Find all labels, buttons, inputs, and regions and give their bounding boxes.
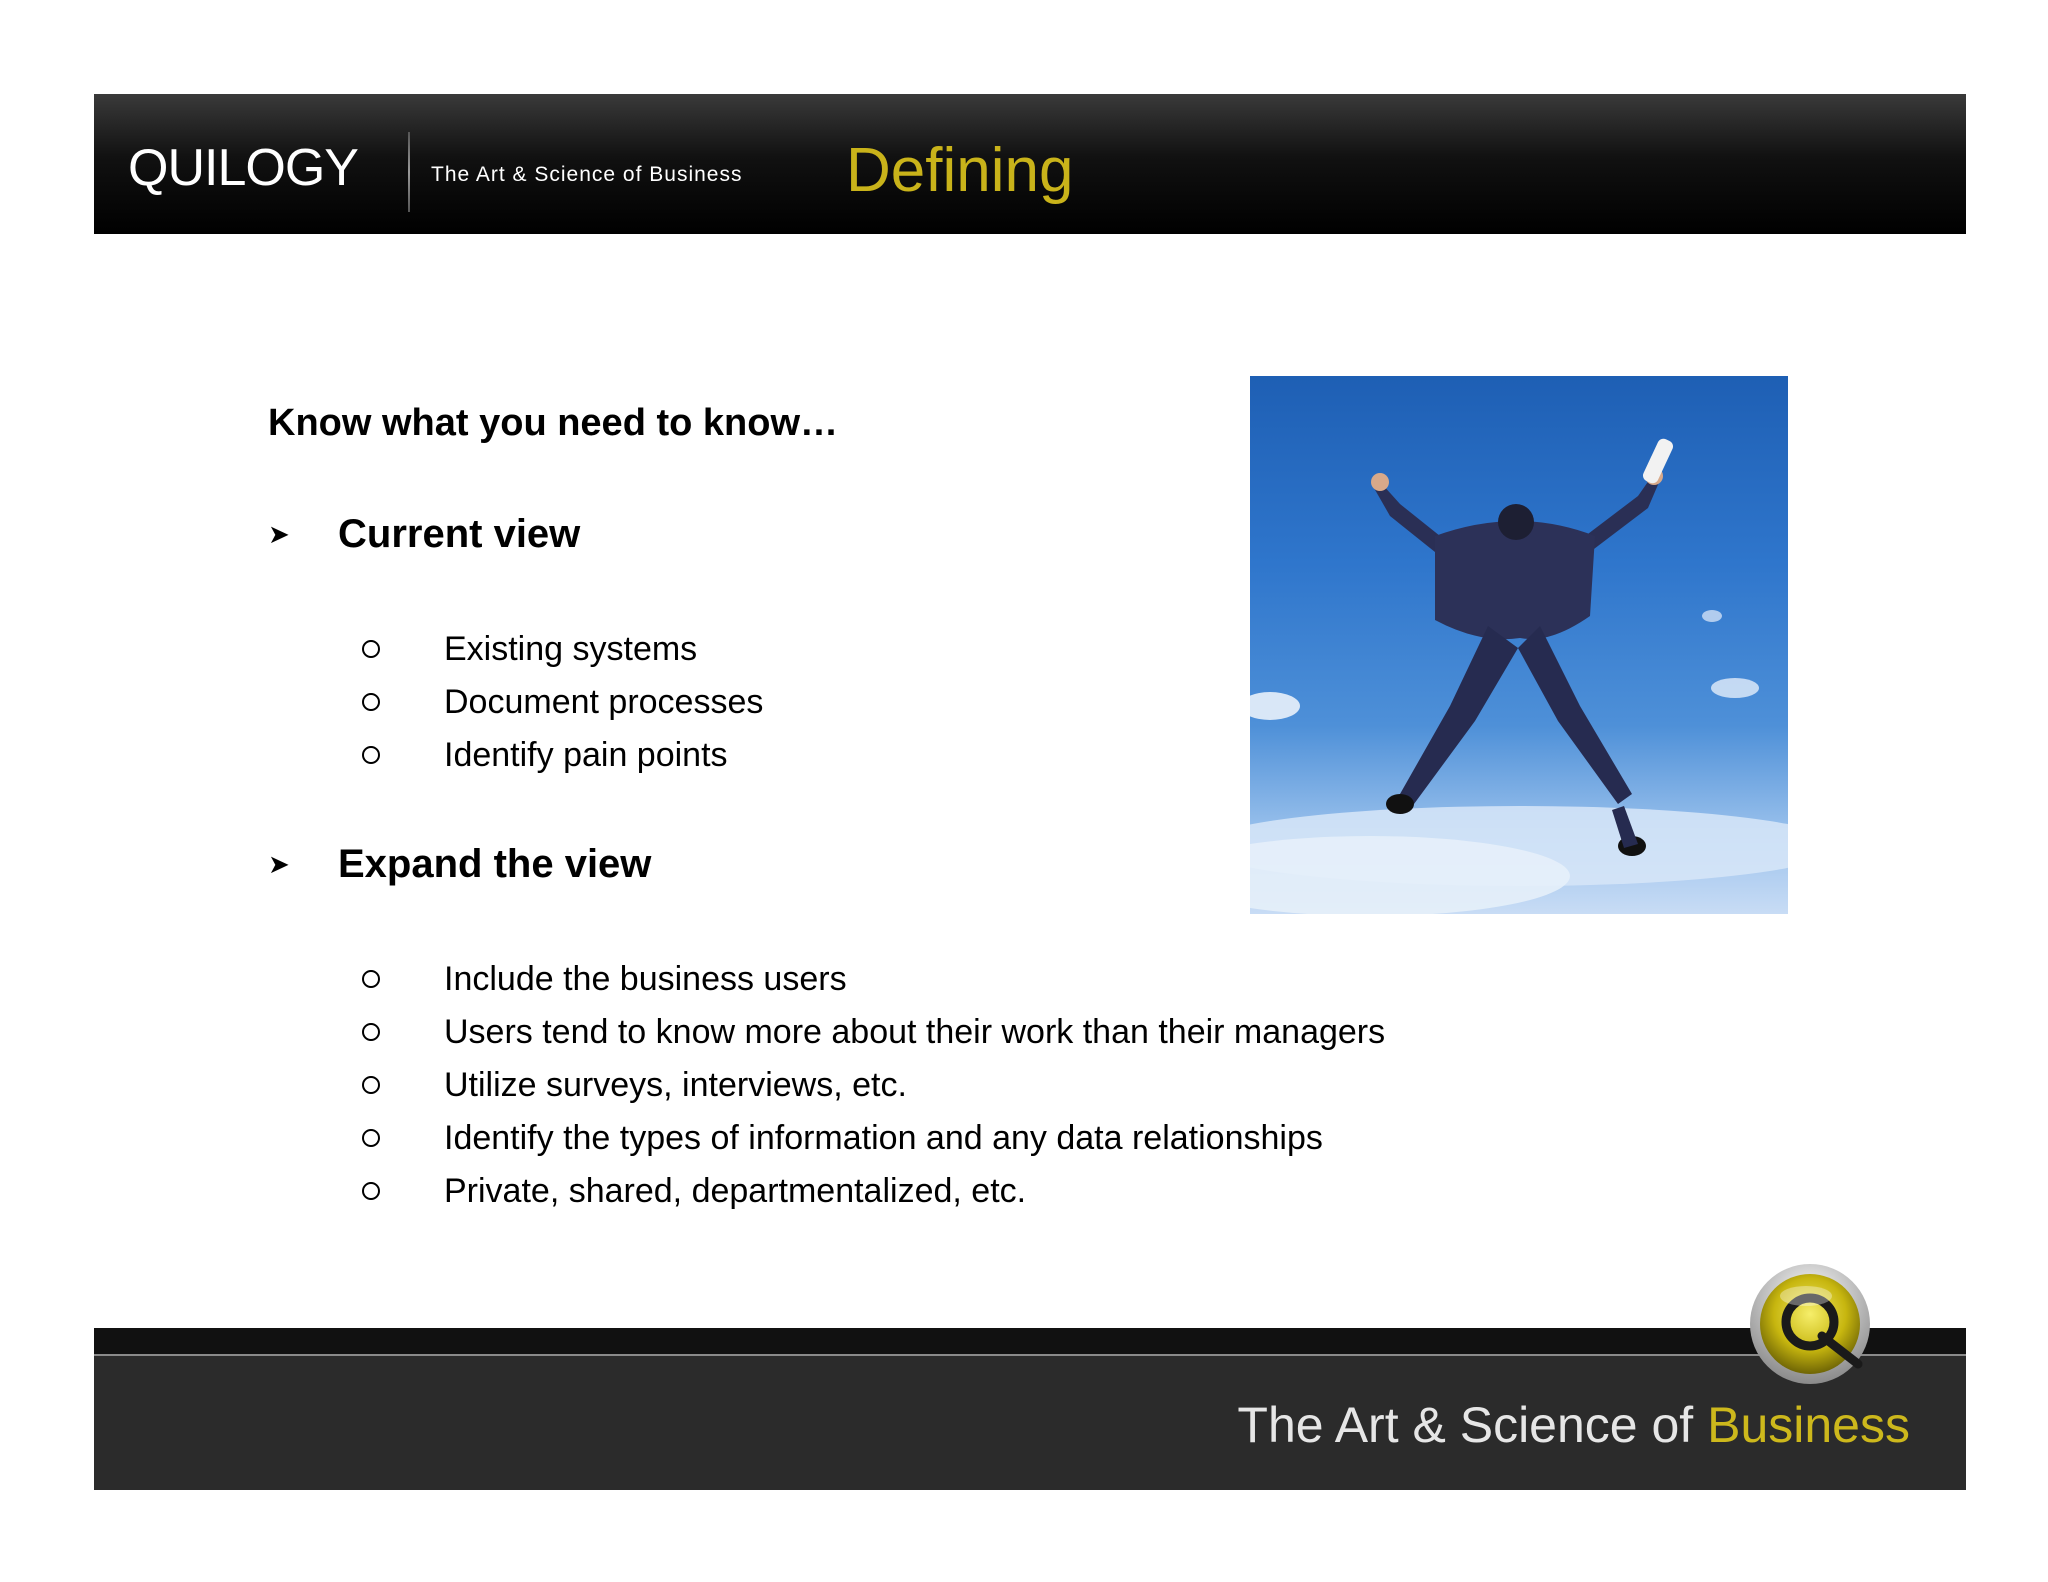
list-item-text: Document processes xyxy=(444,683,764,721)
footer-top-stripe xyxy=(94,1328,1966,1354)
list-item xyxy=(362,685,763,719)
list-item-text: Existing systems xyxy=(444,630,698,668)
header-bar xyxy=(94,94,1966,234)
list-item xyxy=(362,962,847,996)
hollow-circle-icon xyxy=(362,970,380,988)
list-item-text: Include the business users xyxy=(444,960,847,998)
footer-tagline xyxy=(1237,1397,1910,1453)
section-title: Current view xyxy=(338,512,581,556)
list-item xyxy=(362,1015,1385,1049)
slide-title: Defining xyxy=(846,136,1074,205)
section-expand-view xyxy=(268,844,651,884)
list-item xyxy=(362,1121,1323,1155)
footer-tagline-accent: Business xyxy=(1707,1397,1910,1453)
hollow-circle-icon xyxy=(362,693,380,711)
list-item xyxy=(362,1174,1026,1208)
hollow-circle-icon xyxy=(362,640,380,658)
logo-divider xyxy=(408,132,410,212)
list-item-text: Users tend to know more about their work than their managers xyxy=(444,1013,1386,1051)
list-item xyxy=(362,1068,907,1102)
content-heading: Know what you need to know… xyxy=(268,402,838,444)
list-item-text: Identify the types of information and any data relationships xyxy=(444,1119,1323,1157)
hollow-circle-icon xyxy=(362,1182,380,1200)
jumping-businessman-photo xyxy=(1250,376,1788,914)
footer-bar xyxy=(94,1328,1966,1490)
photo-illustration xyxy=(1250,376,1788,914)
arrowhead-icon: ➤ xyxy=(268,849,290,879)
list-item xyxy=(362,632,697,666)
hollow-circle-icon xyxy=(362,746,380,764)
list-item-text: Private, shared, departmentalized, etc. xyxy=(444,1172,1027,1210)
q-logo-icon xyxy=(1748,1262,1878,1392)
list-item-text: Utilize surveys, interviews, etc. xyxy=(444,1066,907,1104)
section-current-view xyxy=(268,514,580,554)
brand-logo: QUILOGY xyxy=(128,139,358,197)
section-title: Expand the view xyxy=(338,842,652,886)
list-item-text: Identify pain points xyxy=(444,736,728,774)
arrowhead-icon: ➤ xyxy=(268,519,290,549)
header-tagline: The Art & Science of Business xyxy=(431,163,743,186)
footer-tagline-main: The Art & Science of xyxy=(1237,1397,1694,1453)
footer-divider xyxy=(94,1354,1966,1356)
hollow-circle-icon xyxy=(362,1129,380,1147)
hollow-circle-icon xyxy=(362,1076,380,1094)
list-item xyxy=(362,738,728,772)
hollow-circle-icon xyxy=(362,1023,380,1041)
